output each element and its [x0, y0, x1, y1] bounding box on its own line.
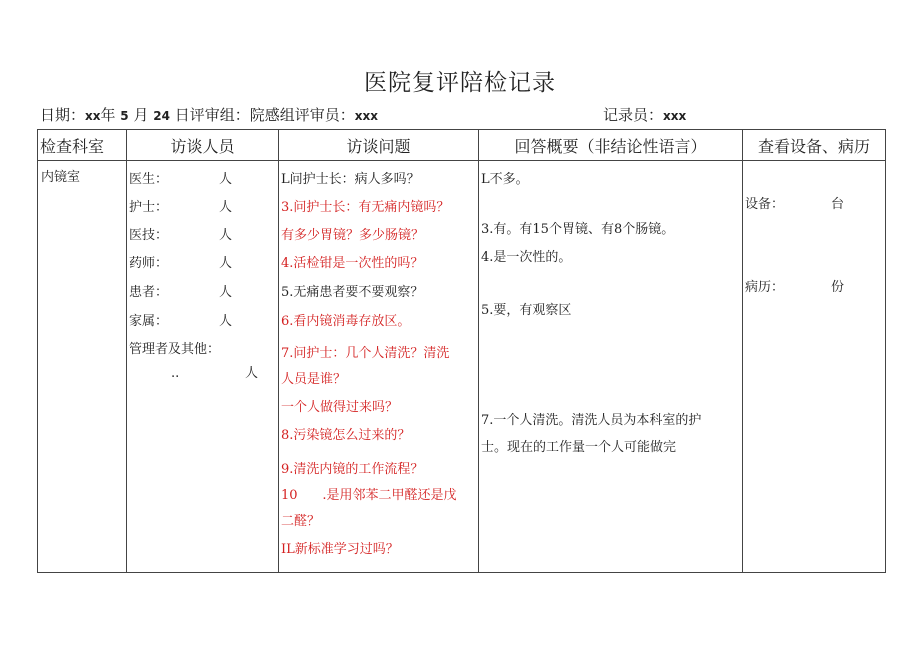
records-label: 病历： — [745, 280, 785, 295]
question-line: 人员是谁？ — [281, 372, 347, 387]
question-line: 9.清洗内镜的工作流程？ — [281, 462, 424, 477]
question-line: 有多少胃镜？多少肠镜？ — [281, 228, 425, 243]
answer-line: 士。现在的工作量一个人可能做完 — [481, 440, 677, 455]
interviewee-unit: 人 — [219, 314, 233, 329]
equipment-records-cell — [743, 161, 886, 573]
interviewee-unit: 人 — [219, 172, 233, 187]
day-value: 24 — [153, 109, 170, 123]
department-name: 内镜室 — [41, 170, 81, 185]
department-cell — [38, 161, 127, 573]
interviewee-role: 家属： — [129, 314, 169, 329]
manager-unit: 人 — [245, 366, 259, 381]
month-value: 5 — [120, 109, 129, 123]
answer-line: 4.是一次性的。 — [481, 250, 572, 265]
group-label: 评审组： — [189, 106, 250, 124]
question-line: 5.无痛患者要不要观察？ — [281, 285, 424, 300]
question-line: 3.问护士长：有无痛内镜吗？ — [281, 200, 450, 215]
interviewee-unit: 人 — [219, 200, 233, 215]
equipment-unit: 台 — [831, 197, 845, 212]
answer-line: 3.有。有15个胃镜、有8个肠镜。 — [481, 222, 675, 237]
header-equipment-records: 查看设备、病历 — [743, 130, 886, 161]
answer-line: 5.要，有观察区 — [481, 303, 572, 318]
review-table — [37, 129, 886, 573]
recorder-field — [603, 104, 686, 125]
reviewer-label: 院感组评审员： — [249, 106, 355, 124]
year-suffix: 年 — [100, 106, 116, 124]
table-row — [38, 161, 886, 573]
interviewee-unit: 人 — [219, 285, 233, 300]
question-line: 二醛？ — [281, 514, 321, 529]
questions-cell — [279, 161, 479, 573]
manager-dots: .. — [171, 366, 180, 381]
table-header-row — [38, 130, 886, 161]
equipment-label: 设备： — [745, 197, 785, 212]
interviewee-unit: 人 — [219, 228, 233, 243]
answers-cell — [479, 161, 743, 573]
header-answers: 回答概要（非结论性语言） — [479, 130, 743, 161]
header-interviewees: 访谈人员 — [127, 130, 279, 161]
document-title: 医院复评陪检记录 — [364, 70, 556, 96]
interviewee-role: 医技： — [129, 228, 169, 243]
question-line: 8.污染镜怎么过来的？ — [281, 428, 411, 443]
interviewee-role: 药师： — [129, 256, 169, 271]
interviewee-unit: 人 — [219, 256, 233, 271]
date-field — [40, 104, 378, 125]
answer-line: 7.一个人清洗。清洗人员为本科室的护 — [481, 413, 702, 428]
month-suffix: 月 — [133, 106, 149, 124]
question-line: 7.问护士：几个人清洗？清洗 — [281, 346, 450, 361]
question-line: 一个人做得过来吗？ — [281, 400, 399, 415]
recorder-label: 记录员： — [603, 106, 664, 124]
interviewees-cell — [127, 161, 279, 573]
day-suffix: 日 — [174, 106, 190, 124]
question-line: L问护士长：病人多吗？ — [281, 172, 420, 187]
records-unit: 份 — [831, 280, 845, 295]
year-value: xx — [85, 109, 101, 123]
header-department: 检查科室 — [38, 130, 127, 161]
answer-line: L不多。 — [481, 172, 529, 187]
question-line: 6.看内镜消毒存放区。 — [281, 314, 411, 329]
reviewer-value: xxx — [354, 109, 378, 123]
question-line: IL新标准学习过吗？ — [281, 542, 399, 557]
question-line: 4.活检钳是一次性的吗？ — [281, 256, 424, 271]
date-label: 日期： — [40, 106, 86, 124]
manager-label: 管理者及其他： — [129, 342, 221, 357]
header-questions: 访谈问题 — [279, 130, 479, 161]
recorder-value: xxx — [663, 109, 687, 123]
question-line: 10 .是用邻苯二甲醛还是戊 — [281, 488, 457, 503]
interviewee-role: 医生： — [129, 172, 169, 187]
interviewee-role: 患者： — [129, 285, 169, 300]
interviewee-role: 护士： — [129, 200, 169, 215]
